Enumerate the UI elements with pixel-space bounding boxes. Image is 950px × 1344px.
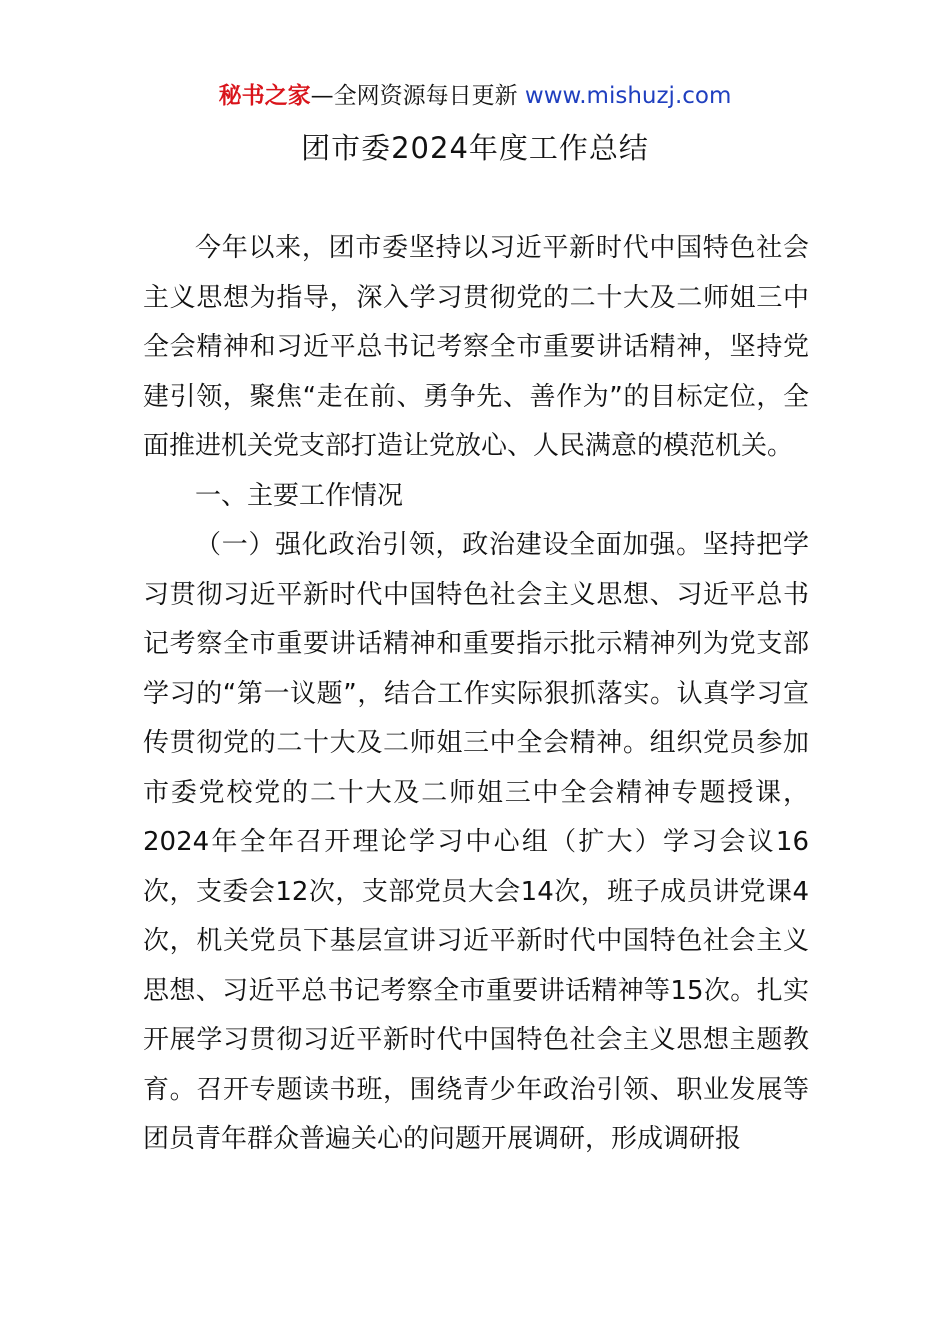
site-url[interactable]: www.mishuzj.com bbox=[524, 83, 732, 109]
header-slogan: —全网资源每日更新 bbox=[310, 83, 518, 109]
site-header bbox=[0, 80, 950, 112]
document-title: 团市委2024年度工作总结 bbox=[301, 131, 649, 165]
brand-name: 秘书之家 bbox=[218, 83, 311, 109]
section-heading: 一、主要工作情况 bbox=[195, 480, 404, 511]
intro-paragraph: 今年以来，团市委坚持以习近平新时代中国特色社会主义思想为指导，深入学习贯彻党的二十大及二师姐三中全会精神和习近平总书记考察全市重要讲话精神，坚持党建引领，聚焦“走在前、勇争先、善作为”的目标定位，全面推进机关党支部打造让党放心、人民满意的模范机关。 bbox=[143, 233, 809, 461]
document-body bbox=[143, 224, 809, 1165]
body-paragraph: （一）强化政治引领，政治建设全面加强。坚持把学习贯彻习近平新时代中国特色社会主义思想、习近平总书记考察全市重要讲话精神和重要指示批示精神列为党支部学习的“第一议题”，结合工作实际狠抓落实。认真学习宣传贯彻党的二十大及二师姐三中全会精神。组织党员参加市委党校党的二十大及二师姐三中全会精神专题授课，2024年全年召开理论学习中心组（扩大）学习会议16次，支委会12次，支部党员大会14次，班子成员讲党课4次，机关党员下基层宣讲习近平新时代中国特色社会主义思想、习近平总书记考察全市重要讲话精神等15次。扎实开展学习贯彻习近平新时代中国特色社会主义思想主题教育。召开专题读书班，围绕青少年政治引领、职业发展等团员青年群众普遍关心的问题开展调研，形成调研报 bbox=[143, 530, 809, 1154]
